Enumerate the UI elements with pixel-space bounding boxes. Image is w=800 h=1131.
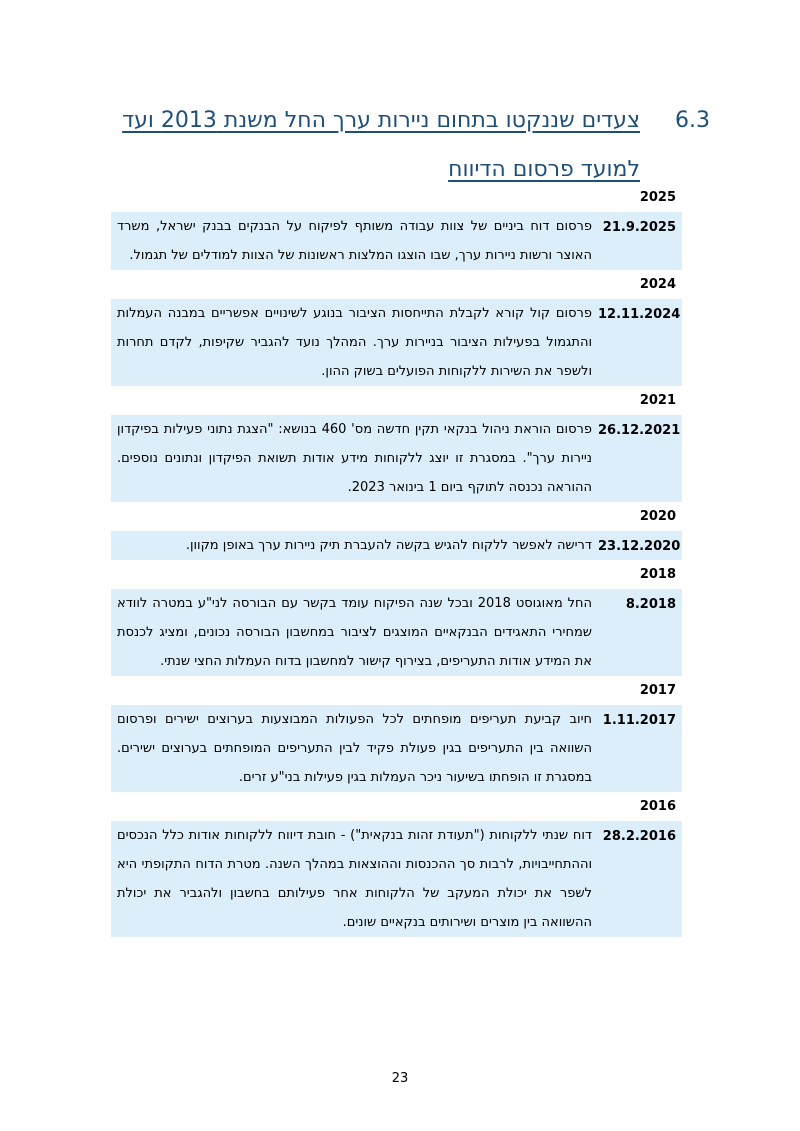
entry-date: 21.9.2025 — [602, 220, 676, 235]
year-heading: 2021 — [111, 386, 682, 415]
section-heading — [40, 96, 710, 194]
timeline-table — [111, 183, 682, 937]
year-heading: 2016 — [111, 792, 682, 821]
entry-date: 28.2.2016 — [602, 829, 676, 844]
year-heading: 2025 — [111, 183, 682, 212]
entry-date: 12.11.2024 — [598, 307, 681, 322]
section-number: 6.3 — [675, 108, 710, 133]
entry-description: דוח שנתי ללקוחות ("תעודת זהות בנקאית") - חובת דיווח ללקוחות אודות כלל הנכסים וההתחייבויות, לרבות סך ההכנסות וההוצאות במהלך השנה. מטרת הדוח התקופתי היא לשפר את יכולת המעקב של הלקוחות אחר פעילותם בחשבון ולהגביר את יכולת ההשוואה בין מוצרים ושירותים בנקאיים שונים. — [117, 828, 592, 930]
entry-date: 8.2018 — [625, 597, 676, 612]
year-heading: 2018 — [111, 560, 682, 589]
entry-description: חיוב קביעת תעריפים מופחתים לכל הפעולות המבוצעות בערוצים ישירים ופרסום השוואה בין התעריפים בגין פעולת פקיד לבין התעריפים המופחתים בערוצים ישירים. במסגרת זו הופחתו בשיעור ניכר העמלות בגין פעילות בני"ע זרים. — [117, 712, 592, 785]
timeline-entry — [111, 415, 682, 502]
entry-date: 23.12.2020 — [598, 539, 681, 554]
entry-description: פרסום דוח ביניים של צוות עבודה משותף לפיקוח על הבנקים בבנק ישראל, משרד האוצר ורשות ניירות ערך, שבו הוצגו המלצות ראשונות של הצוות למודלים של תגמול. — [117, 219, 592, 263]
section-title-line-2: למועד פרסום הדיווח — [448, 157, 640, 182]
timeline-entry — [111, 705, 682, 792]
entry-description: החל מאוגוסט 2018 ובכל שנה הפיקוח עומד בקשר עם הבורסה לני"ע במטרה לוודא שמחירי התאגידים הבנקאיים המוצגים לציבור במחשבון הבורסה נכונים, ומציג לכנסת את המידע אודות התעריפים, בצירוף קישור למחשבון בדוח העמלות החצי שנתי. — [117, 596, 593, 669]
entry-date: 1.11.2017 — [602, 713, 676, 728]
entry-description: פרסום קול קורא לקבלת התייחסות הציבור בנוגע לשינויים אפשריים במבנה העמלות והתגמול בפעילות הציבור בניירות ערך. המהלך נועד להגביר שקיפות, לקדם תחרות ולשפר את השירות ללקוחות הפועלים בשוק ההון. — [117, 306, 592, 379]
timeline-entry — [111, 821, 682, 937]
timeline-entry — [111, 299, 682, 386]
year-heading: 2024 — [111, 270, 682, 299]
page-number: 23 — [391, 1071, 409, 1086]
year-heading: 2020 — [111, 502, 682, 531]
entry-description: דרישה לאפשר ללקוח להגיש בקשה להעברת תיק ניירות ערך באופן מקוון. — [185, 538, 592, 553]
section-title-line-1: צעדים שננקטו בתחום ניירות ערך החל משנת 2013 ועד — [122, 108, 640, 133]
entry-description: פרסום הוראת ניהול בנקאי תקין חדשה מס' 460 בנושא: "הצגת נתוני פעילות בפיקדון ניירות ערך". במסגרת זו יוצג ללקוחות מידע אודות תשואת הפיקדון ונתונים נוספים. ההוראה נכנסה לתוקף ביום 1 בינואר 2023. — [117, 422, 592, 495]
timeline-entry — [111, 531, 682, 560]
timeline-entry — [111, 212, 682, 270]
entry-date: 26.12.2021 — [598, 423, 681, 438]
year-heading: 2017 — [111, 676, 682, 705]
timeline-entry — [111, 589, 682, 676]
